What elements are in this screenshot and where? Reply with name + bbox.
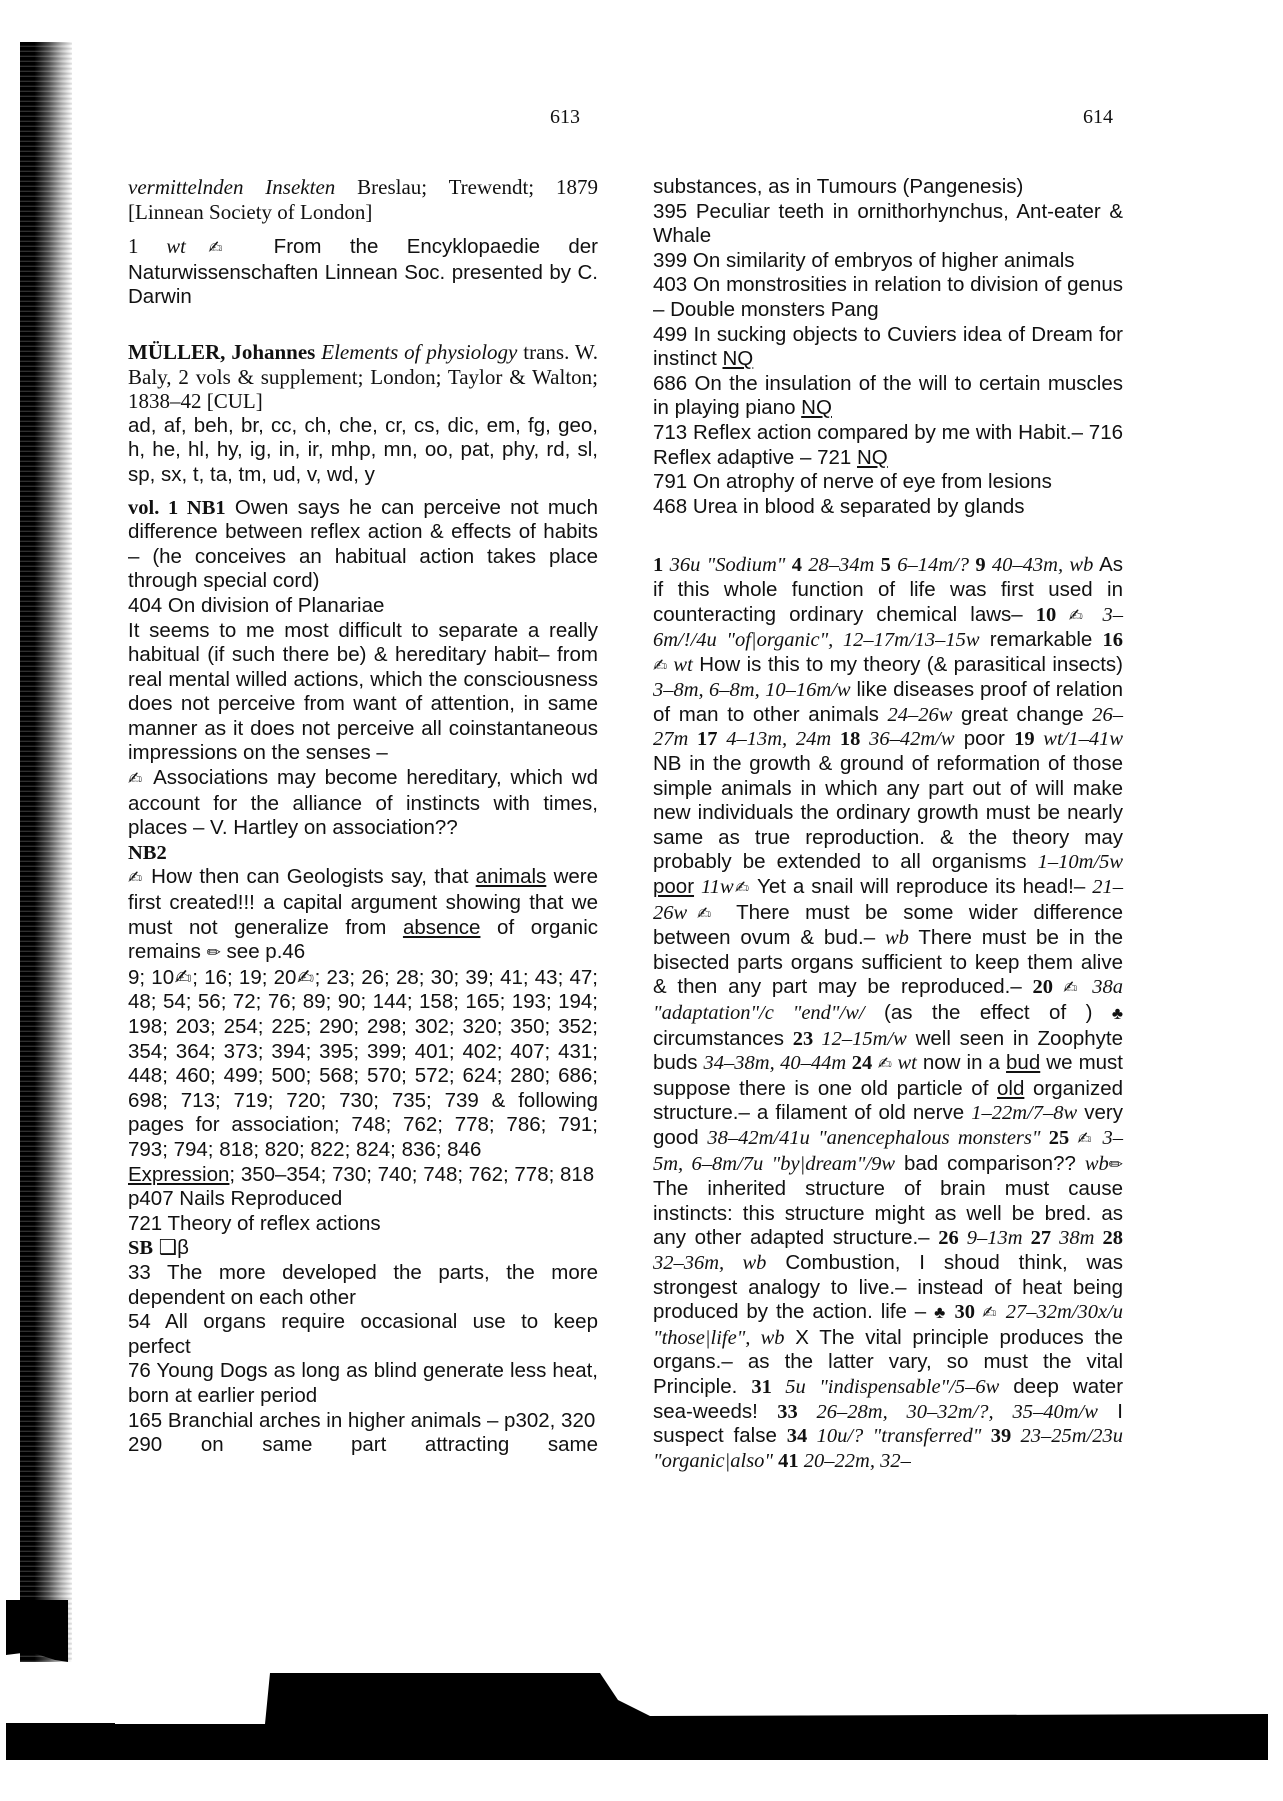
marginalia-text: X The vital principle produces the organs.– as the latter vary, so must the vital Principle. bbox=[653, 1325, 1123, 1398]
expression-references: Expression; 350–354; 730; 740; 748; 762; 778; 818 bbox=[128, 1162, 595, 1186]
note-line: 499 In sucking objects to Cuviers idea of Dream for instinct NQ bbox=[653, 322, 1123, 371]
marginalia-reference: wt/1–41w bbox=[1043, 728, 1124, 751]
annotation-symbol-icon: ✍ bbox=[1068, 605, 1103, 625]
marginalia-text: very good bbox=[653, 1101, 1123, 1149]
publication-info: Breslau; Trewendt; 1879 [Linnean Society of London] bbox=[128, 175, 598, 224]
subject-codes: ad, af, beh, br, cc, ch, che, cr, cs, dic, em, fg, geo, h, he, hl, hy, ig, in, ir, mhp, mn, oo, pat, phy, rd, sl, sp, sx, t, ta, tm, ud, v, wd, y bbox=[128, 413, 598, 486]
pencil-icon: ✏ bbox=[206, 943, 221, 963]
page-number-ref: 1 bbox=[653, 554, 670, 577]
pencil-annotation-icon: ✍ bbox=[128, 868, 144, 888]
page-number-ref: 28 bbox=[1102, 1227, 1123, 1250]
book-title: Elements of physiology bbox=[321, 339, 518, 364]
pencil-annotation-icon: ✍ bbox=[128, 769, 146, 789]
marginalia-reference: wt bbox=[673, 653, 693, 676]
page-number-ref: 23 bbox=[792, 1027, 822, 1050]
marginalia-text: poor bbox=[954, 727, 1015, 751]
marginalia-reference: 3–5m, 6–8m/7u "by|dream"/9w bbox=[653, 1126, 1123, 1175]
marginalia-text: There must be some wider difference between ovum & bud.– bbox=[653, 900, 1123, 950]
page-number-ref: 31 bbox=[751, 1375, 786, 1398]
marginalia-reference: wt bbox=[897, 1052, 917, 1075]
left-column bbox=[128, 175, 598, 1458]
page-number-ref: 10 bbox=[1035, 603, 1069, 626]
marginalia-text: we must suppose there is one old particle of bbox=[653, 1051, 1124, 1100]
note-line: 721 Theory of reflex actions bbox=[128, 1211, 381, 1235]
nq-mark: NQ bbox=[722, 347, 754, 371]
annotation-symbol-icon: ✍ bbox=[982, 1303, 1006, 1323]
note-line: 54 All organs require occasional use to keep perfect bbox=[128, 1310, 598, 1358]
note-paragraph: ✍ Associations may become hereditary, which wd account for the alliance of instincts with times, places – V. Hartley on association?? bbox=[128, 766, 598, 840]
marginalia-reference: 36–42m/w bbox=[869, 728, 955, 751]
page-number-ref: 16 bbox=[1102, 629, 1123, 652]
note-line: 713 Reflex action compared by me with Habit.– 716 Reflex adaptive – 721 NQ bbox=[653, 420, 1123, 469]
note-paragraph: ✍ How then can Geologists say, that animals were first created!!! a capital argument showing that we must not generalize from absence of organic remains ✏ see p.46 bbox=[128, 865, 598, 964]
note-line: 686 On the insulation of the will to certain muscles in playing piano NQ bbox=[653, 371, 1123, 420]
right-column bbox=[653, 175, 1123, 1473]
note-line: 290 on same part attracting same bbox=[128, 1433, 598, 1457]
annotation-symbol-icon: ✍ bbox=[877, 1054, 898, 1074]
marginalia-reference: 26–28m, 30–32m/?, 35–40m/w bbox=[816, 1400, 1098, 1423]
marginalia-reference: 21–26w bbox=[653, 876, 1123, 924]
annotation-symbol-icon: ✍ bbox=[1077, 1128, 1103, 1148]
marginalia-reference: 36u "Sodium" bbox=[669, 554, 792, 577]
page-number-ref: 25 bbox=[1048, 1126, 1078, 1149]
annotation-symbol-icon: ✍ bbox=[1063, 978, 1093, 998]
scan-shadow-left-edge bbox=[20, 42, 72, 1662]
marginalia-text: remarkable bbox=[979, 628, 1103, 652]
page-number-left: 613 bbox=[550, 106, 580, 128]
box-beta-mark: ❑β bbox=[153, 1236, 189, 1260]
book-title: vermittelnden Insekten bbox=[128, 175, 336, 199]
page-number-ref: 17 bbox=[697, 728, 727, 751]
annotation-symbol-icon: ♣ bbox=[934, 1303, 955, 1323]
marginalia-transcription bbox=[653, 553, 1123, 1473]
marginalia-reference: 20–22m, 32– bbox=[803, 1449, 911, 1472]
annotation-symbol-icon: ✏ bbox=[1108, 1154, 1123, 1174]
page-number-ref: 24 bbox=[851, 1052, 878, 1075]
annotation-symbol-icon: ✍ bbox=[733, 878, 751, 898]
underlined-text: old bbox=[997, 1076, 1025, 1100]
marginalia-reference: 11w bbox=[701, 876, 734, 899]
page-number-ref: 34 bbox=[786, 1425, 817, 1448]
marginalia-text: organized structure.– a filament of old nerve bbox=[653, 1076, 1123, 1125]
marginalia-text: bad comparison?? bbox=[895, 1151, 1085, 1175]
annotation-symbol-icon: ✍ bbox=[653, 655, 674, 675]
marginalia-text: (as the effect of ) bbox=[864, 1001, 1112, 1024]
page-number-ref: 27 bbox=[1030, 1227, 1060, 1250]
page-reference-list: 9; 10✍; 16; 19; 20✍; 23; 26; 28; 30; 39; 41; 43; 47; 48; 54; 56; 72; 76; 89; 90; 144; 158; 165; 193; 194; 198; 203; 254; 225; 290; 298; 302; 320; 350; 352; 354; 364; 373; 394; 395; 399; 401; 402; 407; 431; 448; 460; 499; 500; 568; 570; 572; 624; 280; 686; 698; 713; 719; 720; 730; 735; 739 & following pages for association; 748; 762; 778; 786; 791; 793; 794; 818; 820; 822; 824; 836; 846 bbox=[128, 965, 598, 1161]
nq-mark: NQ bbox=[801, 396, 832, 420]
volume-note: vol. 1 NB1 Owen says he can perceive not much difference between reflex action & effects of habits – (he conceives an habitual action takes place through special cord) bbox=[128, 495, 598, 593]
page-number-right: 614 bbox=[1083, 106, 1113, 128]
page-number-ref: 18 bbox=[839, 728, 870, 751]
note-line: p407 Nails Reproduced bbox=[128, 1187, 343, 1211]
marginalia-reference: 23–25m/23u "organic|also" bbox=[653, 1425, 1124, 1472]
marginalia-reference: wb bbox=[1084, 1152, 1109, 1175]
page-number-ref: 39 bbox=[990, 1425, 1021, 1448]
marginalia-reference: 3–8m, 6–8m, 10–16m/w bbox=[653, 679, 851, 702]
note-line: 33 The more developed the parts, the more dependent on each other bbox=[128, 1260, 598, 1309]
page-number-ref: 41 bbox=[778, 1449, 804, 1472]
page-number-ref: 30 bbox=[954, 1301, 983, 1324]
note-line: 404 On division of Planariae bbox=[128, 593, 385, 617]
page-number-ref: 5 bbox=[880, 554, 898, 577]
author-name: MÜLLER, Johannes bbox=[128, 339, 316, 364]
marginalia-text: Yet a snail will reproduce its head!– bbox=[750, 875, 1093, 899]
marginalia-text: The inherited structure of brain must cause instincts: this structure might as well be bred. as any other adapted structure.– bbox=[653, 1177, 1123, 1250]
marginalia-reference: 1–10m/5w bbox=[1037, 851, 1123, 874]
note-paragraph: It seems to me most difficult to separate a really habitual (if such there be) & hereditary habit– from real mental willed actions, which the consciousness does not perceive from want of attention, in same manner as it does not perceive all coinstantaneous impressions on the senses – bbox=[128, 618, 598, 765]
note-line: 399 On similarity of embryos of higher animals bbox=[653, 248, 1075, 272]
note-line: 165 Branchial arches in higher animals – p302, 320 bbox=[128, 1408, 596, 1432]
marginalia-reference: 38–42m/41u "anencephalous monsters" bbox=[707, 1126, 1049, 1149]
bibliographic-entry bbox=[128, 340, 598, 414]
page-number-ref: 4 bbox=[791, 554, 809, 577]
marginalia-reference: 34–38m, 40–44m bbox=[703, 1052, 852, 1075]
note-line: substances, as in Tumours (Pangenesis) bbox=[653, 175, 1024, 198]
marginalia-reference: 6–14m/? bbox=[897, 554, 976, 577]
marginalia-reference: 24–26w bbox=[887, 703, 953, 726]
marginalia-reference: 5u "indispensable"/5–6w bbox=[785, 1375, 1000, 1398]
volume-label: vol. 1 NB1 bbox=[128, 496, 226, 519]
pencil-annotation-icon: ✍ bbox=[185, 238, 246, 258]
marginalia-reference: 28–34m bbox=[808, 554, 881, 577]
marginalia-text: There must be in the bisected parts organs sufficient to keep them alive & then any part may be reproduced.– bbox=[653, 926, 1123, 999]
publication-info: trans. W. Baly, 2 vols & supplement; London; Taylor & Walton; 1838–42 [CUL] bbox=[128, 339, 599, 414]
marginalia-text: well seen in Zoophyte buds bbox=[653, 1026, 1123, 1075]
note-line: 403 On monstrosities in relation to division of genus – Double monsters Pang bbox=[653, 273, 1123, 321]
marginalia-text: Combustion, I shoud think, was strongest analogy to live.– instead of heat being produced by the action. life – bbox=[653, 1250, 1123, 1324]
marginalia-reference: 26–27m bbox=[653, 703, 1123, 751]
underlined-text: poor bbox=[653, 875, 695, 899]
marginalia-reference: 1–22m/7–8w bbox=[971, 1102, 1078, 1125]
marginalia-reference: 38a "adaptation"/c "end"/w/ bbox=[653, 976, 1124, 1024]
note-line: 791 On atrophy of nerve of eye from lesions bbox=[653, 470, 1052, 494]
page-number-ref: 20 bbox=[1032, 976, 1064, 999]
page-number-ref: 33 bbox=[777, 1400, 817, 1423]
marginalia-text bbox=[694, 875, 701, 898]
marginalia-text: As if this whole function of life was first used in counteracting ordinary chemical laws– bbox=[653, 553, 1124, 626]
marginalia-reference: 38m bbox=[1059, 1227, 1103, 1250]
marginalia-reference: wb bbox=[884, 927, 909, 950]
marginalia-reference: 3–6m/!/4u "of|organic", 12–17m/13–15w bbox=[653, 603, 1124, 652]
supplement-label: SB ❑β bbox=[128, 1236, 189, 1260]
marginalia-text: How is this to my theory (& parasitical insects) bbox=[692, 652, 1124, 676]
annotation-symbol-icon: ✍ bbox=[687, 903, 721, 923]
marginalia-text: now in a bbox=[916, 1051, 1007, 1075]
note-line: 468 Urea in blood & separated by glands bbox=[653, 494, 1025, 518]
marginalia-text: deep water sea-weeds! bbox=[653, 1374, 1124, 1423]
annotation-symbol-icon: ♣ bbox=[1111, 1004, 1123, 1023]
note-line: 76 Young Dogs as long as blind generate less heat, born at earlier period bbox=[128, 1359, 598, 1407]
marginalia-text: like diseases proof of relation of man to other animals bbox=[653, 678, 1123, 726]
marginalia-text: I suspect false bbox=[653, 1399, 1123, 1448]
marginalia-text: great change bbox=[952, 702, 1093, 726]
marginalia-reference: 12–15m/w bbox=[821, 1027, 907, 1050]
page-number-ref: 9 bbox=[975, 554, 992, 577]
marginalia-reference: 4–13m, 24m bbox=[726, 728, 840, 751]
marginalia-text: NB in the growth & ground of reformation of those simple animals in which any part out of will make new individuals the ordinary growth must be nearly same as true reproduction. & the theory may probably be extended to all organisms bbox=[653, 752, 1123, 874]
marginalia-reference: 27–32m/30x/u "those|life", wb bbox=[653, 1301, 1123, 1349]
nq-mark: NQ bbox=[857, 445, 888, 469]
note-line: 395 Peculiar teeth in ornithorhynchus, Ant-eater & Whale bbox=[653, 199, 1123, 248]
page-number-ref: 19 bbox=[1014, 728, 1044, 751]
notebook-label: NB2 bbox=[128, 841, 167, 864]
marginalia-text: circumstances bbox=[653, 1026, 793, 1050]
marginalia-reference: 40–43m, wb bbox=[991, 554, 1094, 577]
marginalia-reference: 32–36m, wb bbox=[653, 1251, 767, 1274]
page-number-ref: 26 bbox=[938, 1227, 967, 1250]
underlined-text: bud bbox=[1006, 1051, 1041, 1075]
marginalia-reference: 9–13m bbox=[966, 1227, 1031, 1250]
annotation-note: 1 wt✍ From the Encyklopaedie der Naturwissenschaften Linnean Soc. presented by C. Darwin bbox=[128, 234, 599, 309]
bibliographic-entry-continuation bbox=[128, 175, 598, 224]
marginalia-reference: 10u/? "transferred" bbox=[816, 1425, 991, 1448]
